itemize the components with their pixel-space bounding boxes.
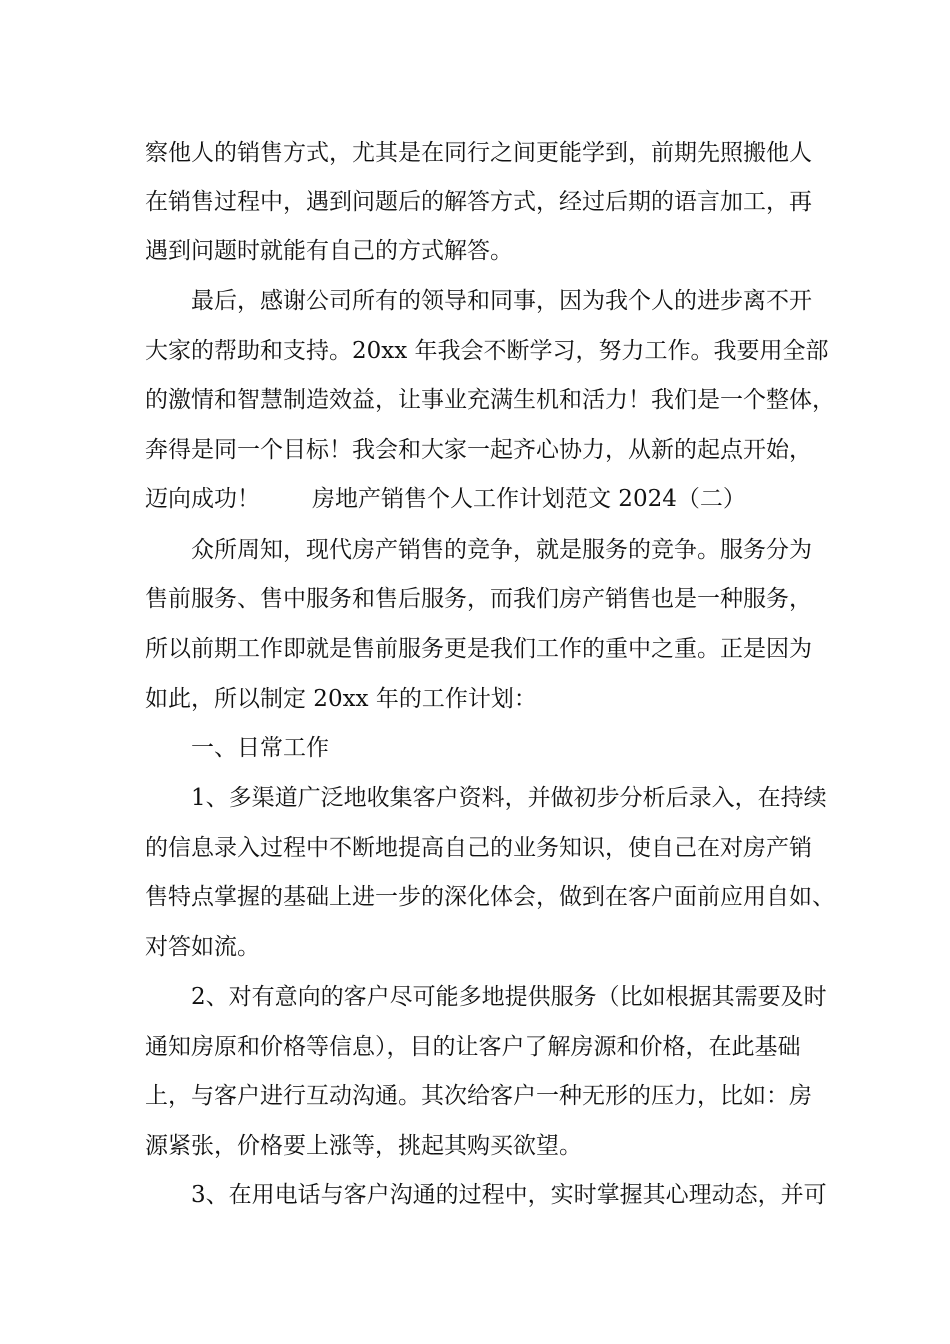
section-title: 房地产销售个人工作计划范文 2024（二） bbox=[312, 486, 746, 512]
text-line: 源紧张，价格要上涨等，挑起其购买欲望。 bbox=[145, 1133, 582, 1159]
text-line: 奔得是同一个目标！我会和大家一起齐心协力，从新的起点开始， bbox=[145, 437, 812, 463]
text-line: 对答如流。 bbox=[145, 934, 260, 960]
text-line: 3、在用电话与客户沟通的过程中，实时掌握其心理动态，并可 bbox=[191, 1182, 827, 1208]
text-line: 如此，所以制定 20xx 年的工作计划： bbox=[145, 686, 537, 712]
text-line-with-heading bbox=[145, 484, 746, 514]
subsection-heading: 一、日常工作 bbox=[191, 735, 329, 761]
text-line: 1、多渠道广泛地收集客户资料，并做初步分析后录入，在持续 bbox=[191, 785, 827, 811]
text-line: 的激情和智慧制造效益，让事业充满生机和活力！我们是一个整体， bbox=[145, 387, 835, 413]
text-line: 的信息录入过程中不断地提高自己的业务知识，使自己在对房产销 bbox=[145, 835, 812, 861]
text-line: 售前服务、售中服务和售后服务，而我们房产销售也是一种服务， bbox=[145, 586, 812, 612]
text-line: 大家的帮助和支持。20xx 年我会不断学习，努力工作。我要用全部 bbox=[145, 338, 829, 364]
text-line: 通知房原和价格等信息），目的让客户了解房源和价格，在此基础 bbox=[145, 1034, 801, 1060]
text-line: 察他人的销售方式，尤其是在同行之间更能学到，前期先照搬他人 bbox=[145, 140, 812, 166]
text-line: 售特点掌握的基础上进一步的深化体会，做到在客户面前应用自如、 bbox=[145, 884, 835, 910]
text-line: 遇到问题时就能有自己的方式解答。 bbox=[145, 238, 513, 264]
text-line: 最后，感谢公司所有的领导和同事，因为我个人的进步离不开 bbox=[191, 288, 812, 314]
text-line: 所以前期工作即就是售前服务更是我们工作的重中之重。正是因为 bbox=[145, 636, 812, 662]
text-line: 在销售过程中，遇到问题后的解答方式，经过后期的语言加工，再 bbox=[145, 189, 812, 215]
text-line: 众所周知，现代房产销售的竞争，就是服务的竞争。服务分为 bbox=[191, 537, 812, 563]
text-line: 上，与客户进行互动沟通。其次给客户一种无形的压力，比如：房 bbox=[145, 1083, 812, 1109]
text-line: 2、对有意向的客户尽可能多地提供服务（比如根据其需要及时 bbox=[191, 984, 827, 1010]
text-segment: 迈向成功！ bbox=[145, 486, 260, 512]
